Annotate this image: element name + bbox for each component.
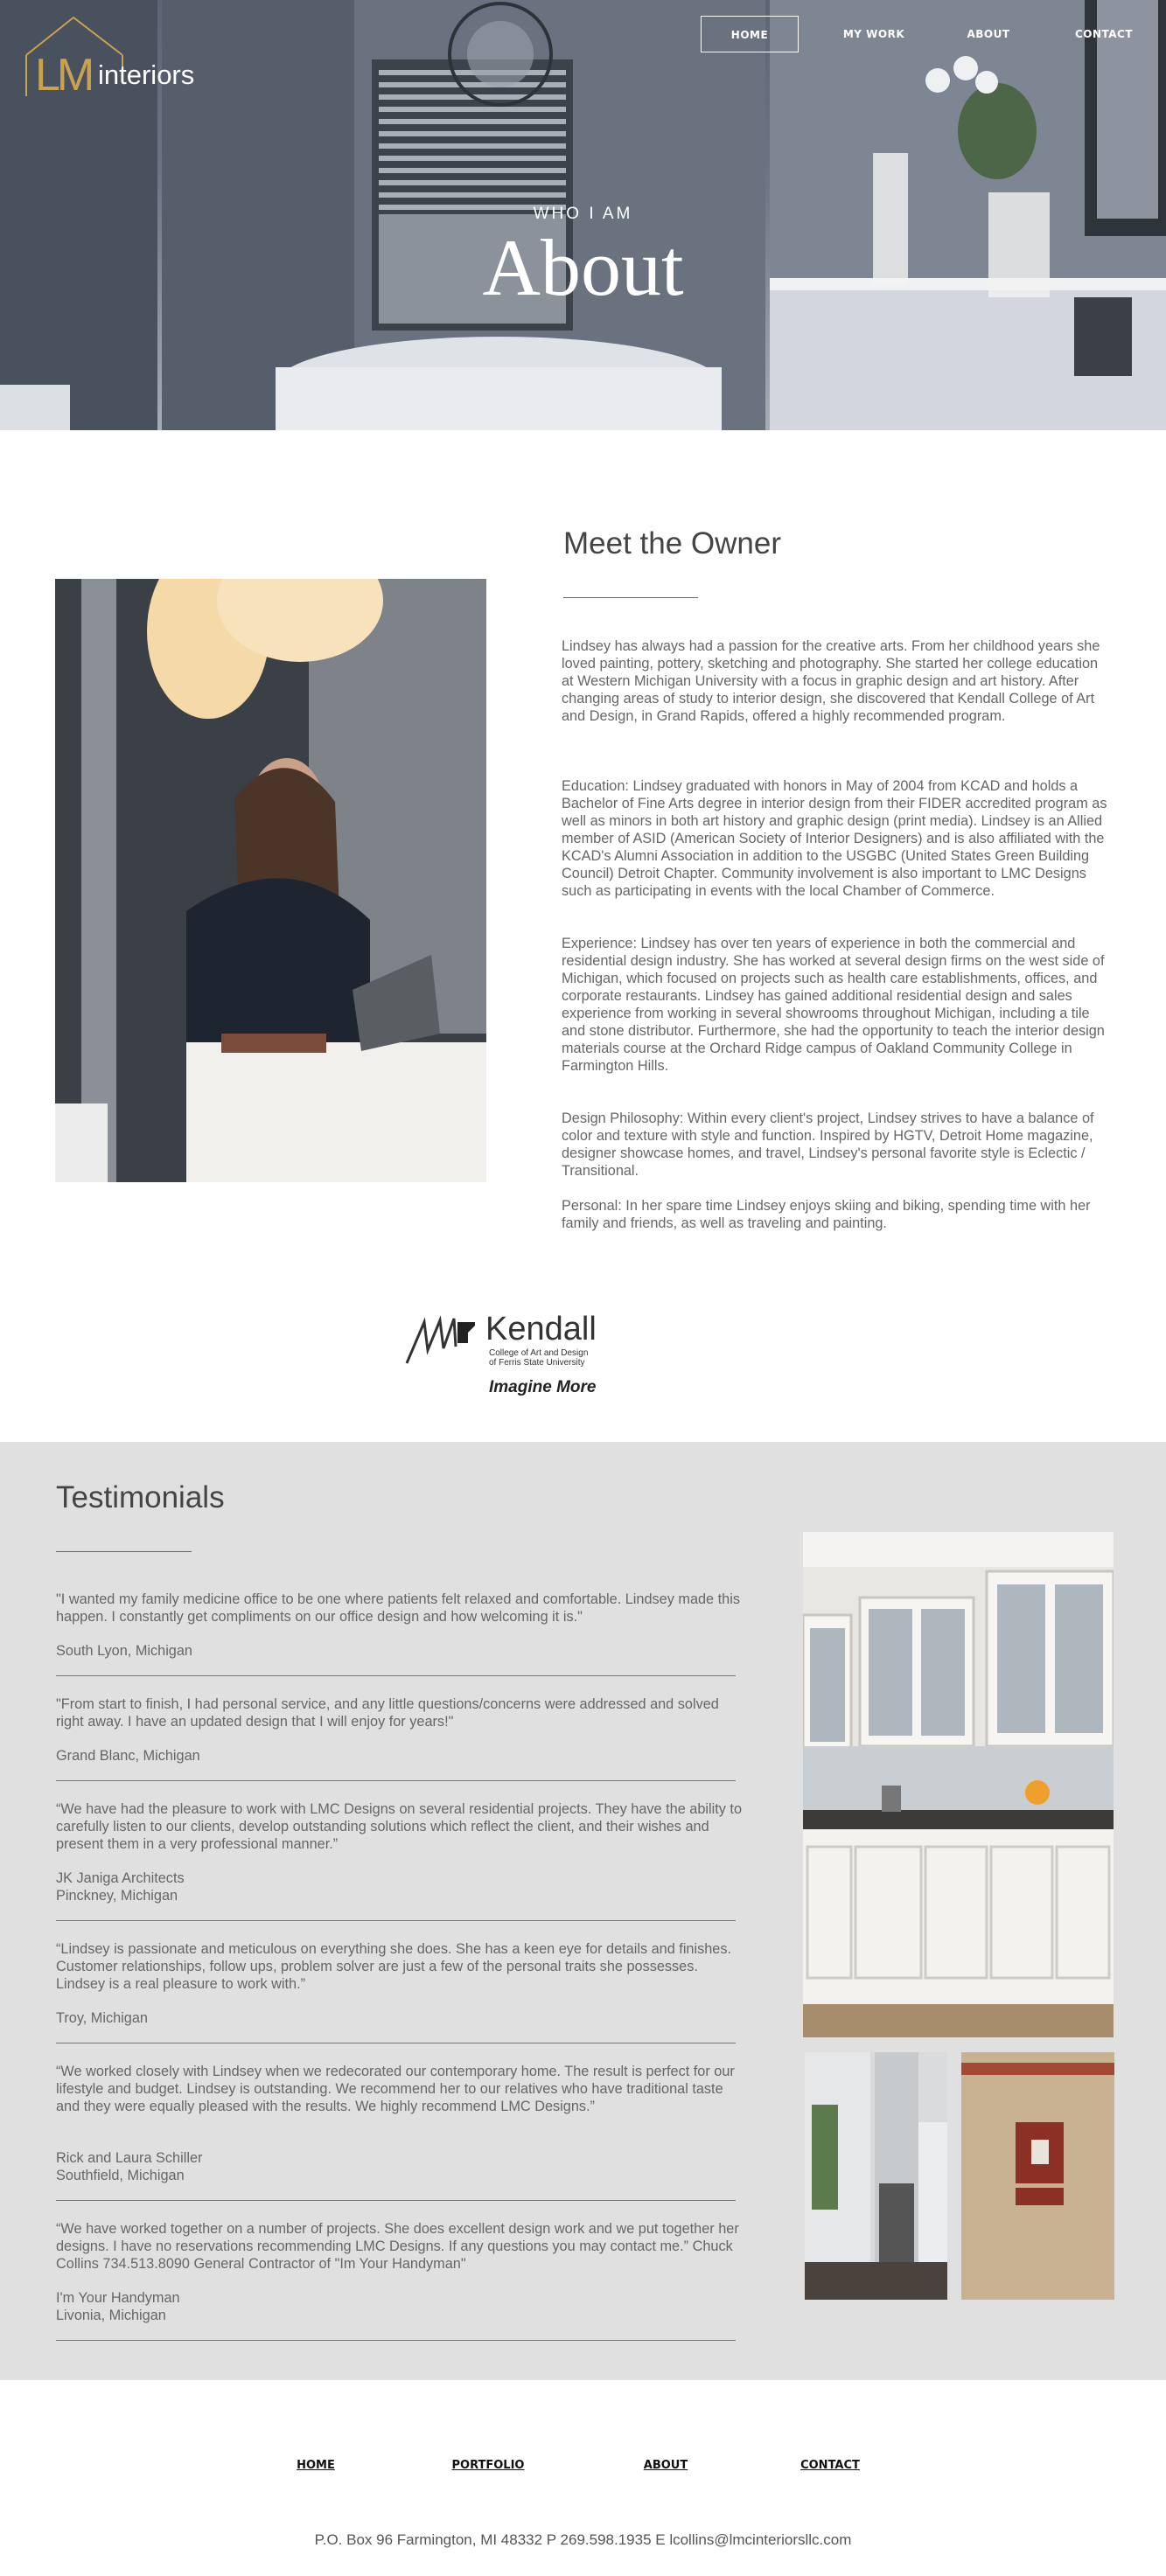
bio-education: Education: Lindsey graduated with honors in May of 2004 from KCAD and holds a Bachelor of Fine Arts degree in interior design from their FIDER accredited program as well as minors in both art history and graphic design (print media). Lindsey is an Allied member of ASID (American Society of Interior Designers) and is also affiliated with the KCAD's Alumni Association in addition to the USGBC (United States Green Building Council) Detroit Chapter. Community involvement is also important to LMC Designs such as participating in events with the local Chamber of Commerce. [562, 778, 1107, 899]
hero-banner [0, 0, 1166, 430]
testimonial-author: I'm Your Handyman [56, 2290, 180, 2306]
testimonial-author: Rick and Laura Schiller [56, 2150, 203, 2166]
bio-design-philosophy: Design Philosophy: Within every client's project, Lindsey strives to have a balance of color and texture with style and function. Inspired by HGTV, Detroit Home magazine, designer showcase homes, and travel, Lindsey's personal favorite style is Eclectic / Transitional. [562, 1110, 1094, 1179]
footer-link-home[interactable]: HOME [297, 2459, 335, 2472]
testimonials-heading: Testimonials [56, 1480, 225, 1514]
testimonial-quote: “We worked closely with Lindsey when we redecorated our contemporary home. The result is perfect for our lifestyle and budget. Lindsey is outstanding. We recommend her to our relatives who have traditional taste and they were equally pleased with the results. We highly recommend LMC Designs.” [56, 2064, 735, 2114]
footer-link-about[interactable]: ABOUT [643, 2459, 688, 2472]
testimonial-divider [56, 1920, 736, 1921]
testimonial-author: JK Janiga Architects [56, 1870, 185, 1886]
testimonial-location: Livonia, Michigan [56, 2308, 166, 2323]
nav-contact[interactable]: CONTACT [1074, 28, 1134, 40]
kendall-line-1: College of Art and Design [489, 1348, 589, 1358]
bio-intro: Lindsey has always had a passion for the creative arts. From her childhood years she loved painting, pottery, sketching and photography. She started her college education at Western Michigan University with a focus in graphic design and art history. After changing areas of study to interior design, she discovered that Kendall College of Art and Design, in Grand Rapids, offered a highly recommended program. [562, 638, 1100, 724]
heading-divider [563, 597, 698, 598]
testimonial-quote: “We have had the pleasure to work with LMC Designs on several residential projects. They have the ability to carefully listen to our clients, develop outstanding solutions which reflect the client, and their wishes and present them in a very professional manner.” [56, 1801, 743, 1852]
logo-lm-text: LM [35, 50, 92, 101]
testimonial-location: Pinckney, Michigan [56, 1888, 178, 1904]
nav-my-work[interactable]: MY WORK [842, 28, 905, 40]
lmc-interiors-logo[interactable] [24, 16, 208, 99]
tile-niche-photo [961, 2052, 1114, 2300]
testimonial-quote: "I wanted my family medicine office to be one where patients felt relaxed and comfortable. Lindsey made this happen. I constantly get compliments on our office design and how welcoming it is." [56, 1591, 740, 1625]
testimonial-divider [56, 1675, 736, 1676]
bio-personal: Personal: In her spare time Lindsey enjoys skiing and biking, spending time with her family and friends, as well as traveling and painting. [562, 1198, 1091, 1231]
kendall-line-2: of Ferris State University [489, 1358, 585, 1368]
kendall-scribble-icon [405, 1315, 475, 1368]
testimonial-quote: "From start to finish, I had personal service, and any little questions/concerns were addressed and solved right away. I have an updated design that I will enjoy for years!" [56, 1696, 719, 1730]
testimonial-location: Southfield, Michigan [56, 2168, 185, 2183]
bio-experience: Experience: Lindsey has over ten years of experience in both the commercial and residential design industry. She has worked at several design firms on the west side of Michigan, which focused on projects such as health care establishments, offices, and corporate restaurants. Lindsey has gained additional residential design and sales experience from working in several showrooms throughout Michigan, including a tile and stone distributor. Furthermore, she had the opportunity to teach the interior design materials course at the Orchard Ridge campus of Oakland Community College in Farmington Hills. [562, 936, 1105, 1074]
nav-about[interactable]: ABOUT [967, 28, 1010, 40]
testimonial-author: Troy, Michigan [56, 2010, 148, 2026]
logo-interiors-text: interiors [98, 59, 195, 90]
testimonial-quote: “We have worked together on a number of projects. She does excellent design work and we put together her designs. I have no reservations recommending LMC Designs. If any questions you may contact me.” Chuck Collins 734.513.8090 General Contractor of "Im Your Handyman" [56, 2221, 739, 2272]
testimonial-author: South Lyon, Michigan [56, 1643, 192, 1659]
footer-address: P.O. Box 96 Farmington, MI 48332 P 269.598.1935 E lcollins@lmcinteriorsllc.com [314, 2531, 852, 2548]
footer-link-contact[interactable]: CONTACT [800, 2459, 860, 2472]
kendall-tagline: Imagine More [489, 1378, 597, 1396]
footer-link-portfolio[interactable]: PORTFOLIO [451, 2459, 525, 2472]
owner-portrait-image [55, 579, 486, 1182]
hero-kicker: WHO I AM [533, 205, 633, 223]
kendall-college-logo [405, 1311, 597, 1403]
testimonial-quote: “Lindsey is passionate and meticulous on everything she does. She has a keen eye for details and finishes. Customer relationships, follow ups, problem solver are just a few of the personal traits she possesses. Lindsey is a real pleasure to work with.” [56, 1941, 732, 1992]
main-nav [701, 16, 1147, 52]
nav-home[interactable]: HOME [701, 16, 799, 52]
testimonial-author: Grand Blanc, Michigan [56, 1748, 200, 1764]
kendall-name: Kendall [485, 1311, 597, 1347]
page-title: About [482, 223, 684, 312]
kitchen-photo [803, 1532, 1114, 2037]
testimonial-divider [56, 2340, 736, 2341]
testimonial-divider [56, 1780, 736, 1781]
heading-divider [56, 1551, 192, 1552]
testimonial-divider [56, 2200, 736, 2201]
hallway-photo [805, 2052, 947, 2300]
owner-heading: Meet the Owner [563, 526, 781, 560]
